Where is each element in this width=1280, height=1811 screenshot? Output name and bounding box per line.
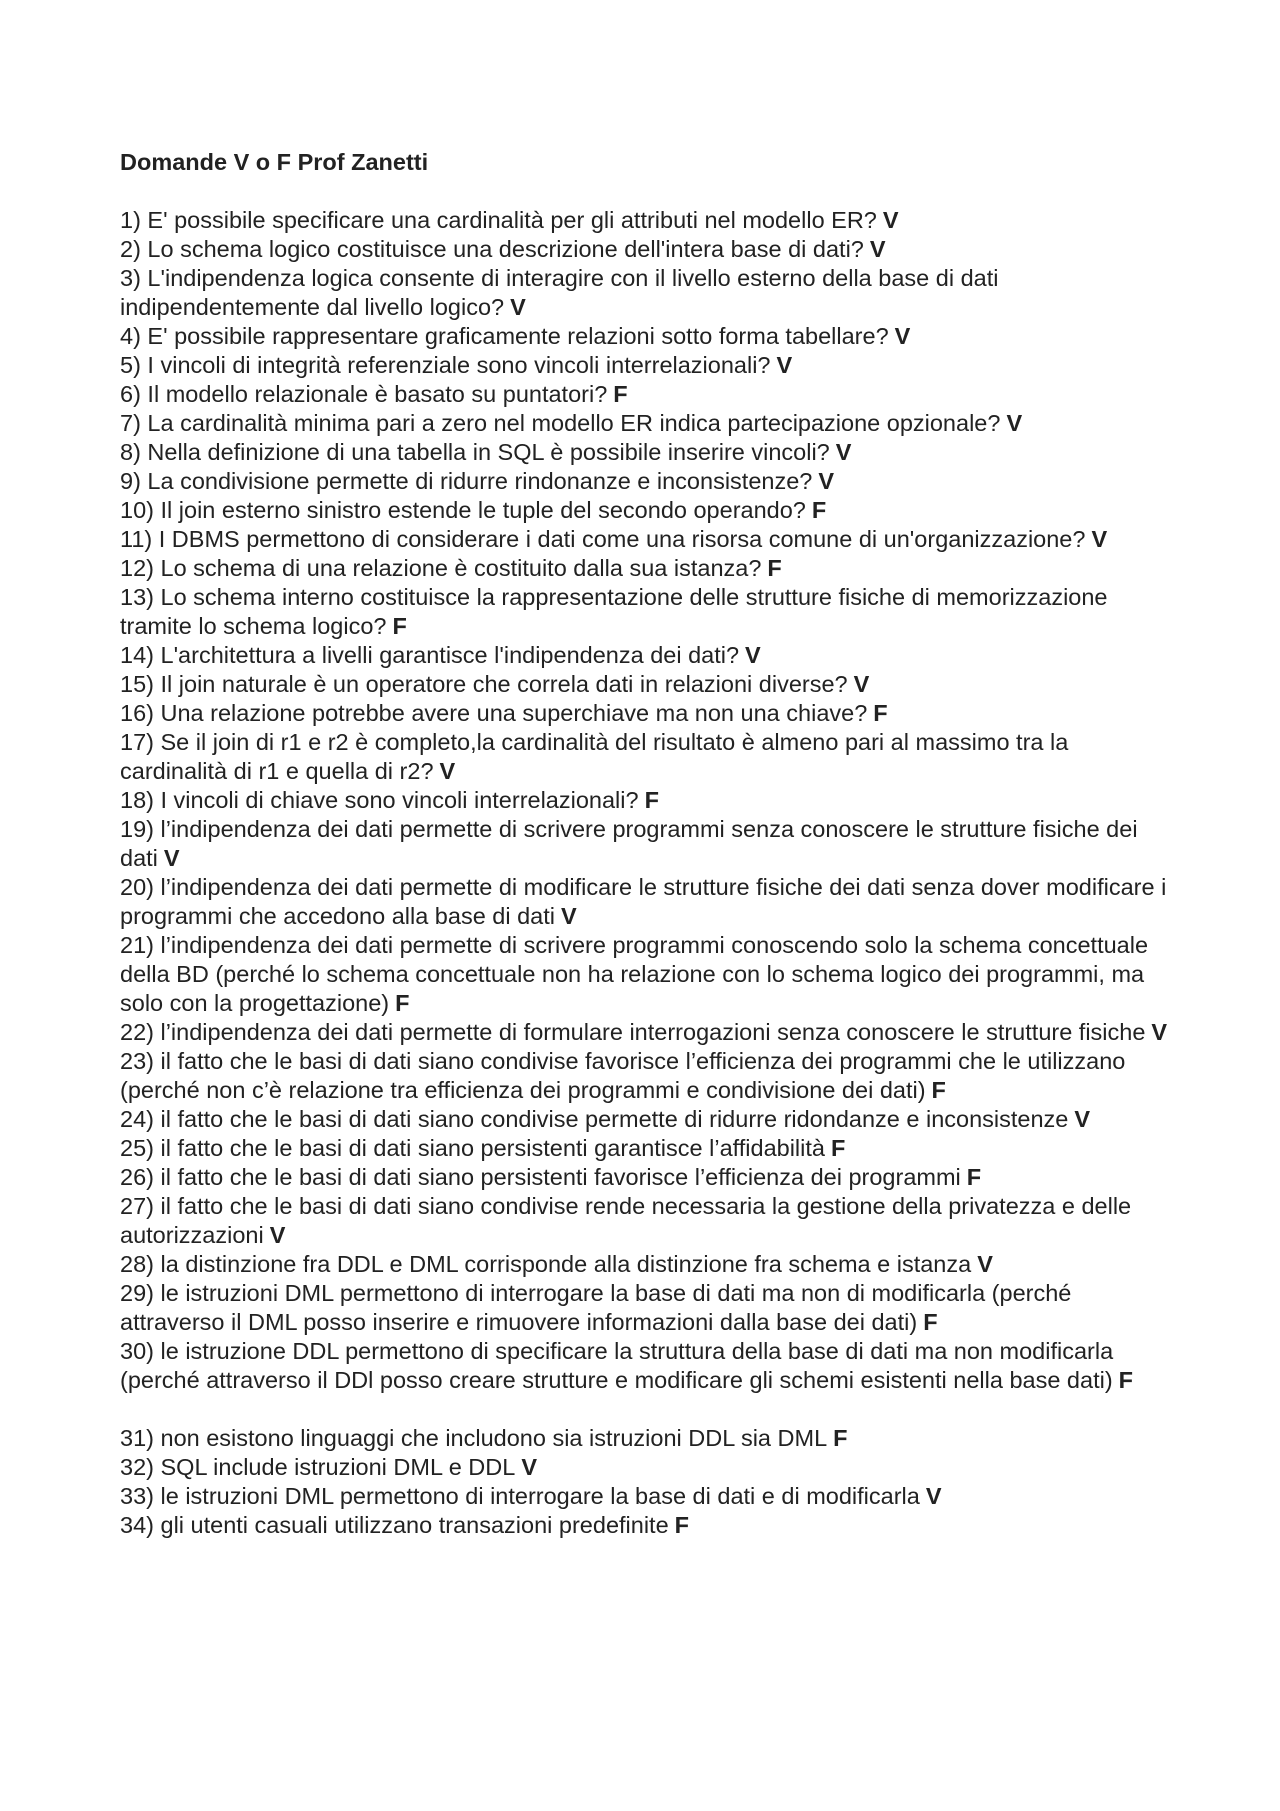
question-answer: V [977, 1251, 993, 1277]
question-item [120, 554, 1180, 583]
question-text: 13) Lo schema interno costituisce la rappresentazione delle strutture fisiche di memorizzazione tramite lo schema logico? [120, 584, 1108, 639]
question-item [120, 931, 1180, 1018]
question-item [120, 206, 1180, 235]
question-answer: F [830, 1135, 846, 1161]
question-text: 25) il fatto che le basi di dati siano persistenti garantisce l’affidabilità [120, 1135, 825, 1161]
question-item [120, 496, 1180, 525]
question-item [120, 641, 1180, 670]
question-text: 5) I vincoli di integrità referenziale sono vincoli interrelazionali? [120, 352, 771, 378]
question-item [120, 380, 1180, 409]
question-text: 23) il fatto che le basi di dati siano condivise favorisce l’efficienza dei programmi che le utilizzano (perché non c’è relazione tra efficienza dei programmi e condivisione dei dati) [120, 1048, 1126, 1103]
question-item [120, 1453, 1180, 1482]
question-answer: V [1074, 1106, 1091, 1132]
question-text: 29) le istruzioni DML permettono di interrogare la base di dati ma non di modificarla (perché attraverso il DML posso inserire e rimuovere informazioni dalla base dei dati) [120, 1280, 1072, 1335]
question-text: 24) il fatto che le basi di dati siano condivise permette di ridurre ridondanze e inconsistenze [120, 1106, 1069, 1132]
question-answer: V [521, 1454, 537, 1480]
question-text: 9) La condivisione permette di ridurre rindonanze e inconsistenze? [120, 468, 813, 494]
question-answer: F [1118, 1367, 1134, 1393]
question-item [120, 525, 1180, 554]
question-text: 19) l’indipendenza dei dati permette di scrivere programmi senza conoscere le strutture fisiche dei dati [120, 816, 1138, 871]
question-item [120, 786, 1180, 815]
question-text: 31) non esistono linguaggi che includono sia istruzioni DDL sia DML [120, 1425, 828, 1451]
question-answer: F [811, 497, 827, 523]
question-list [120, 206, 1180, 1540]
question-text: 2) Lo schema logico costituisce una descrizione dell'intera base di dati? [120, 236, 864, 262]
question-answer: F [613, 381, 628, 407]
question-text: 14) L'architettura a livelli garantisce l'indipendenza dei dati? [120, 642, 740, 668]
question-answer: V [1091, 526, 1108, 552]
question-text: 21) l’indipendenza dei dati permette di scrivere programmi conoscendo solo la schema concettuale della BD (perché lo schema concettuale non ha relazione con lo schema logico dei programmi, ma solo con la progettazione) [120, 932, 1149, 1016]
question-text: 16) Una relazione potrebbe avere una superchiave ma non una chiave? [120, 700, 868, 726]
document-title: Domande V o F Prof Zanetti [120, 149, 429, 175]
question-answer: V [835, 439, 852, 465]
question-text: 10) Il join esterno sinistro estende le tuple del secondo operando? [120, 497, 806, 523]
question-item [120, 1047, 1180, 1105]
question-item [120, 1482, 1180, 1511]
question-text: 32) SQL include istruzioni DML e DDL [120, 1454, 516, 1480]
question-item [120, 699, 1180, 728]
question-text: 27) il fatto che le basi di dati siano condivise rende necessaria la gestione della privatezza e delle autorizzazioni [120, 1193, 1132, 1248]
question-text: 30) le istruzione DDL permettono di specificare la struttura della base di dati ma non modificarla (perché attraverso il DDl posso creare strutture e modificare gli schemi esistenti nella base dati) [120, 1338, 1114, 1393]
question-answer: F [931, 1077, 946, 1103]
question-answer: V [925, 1483, 942, 1509]
question-item [120, 1134, 1180, 1163]
question-text: 18) I vincoli di chiave sono vincoli interrelazionali? [120, 787, 639, 813]
question-item [120, 322, 1180, 351]
question-item [120, 1018, 1180, 1047]
question-text: 11) I DBMS permettono di considerare i dati come una risorsa comune di un'organizzazione? [120, 526, 1086, 552]
question-item [120, 467, 1180, 496]
question-text: 1) E' possibile specificare una cardinalità per gli attributi nel modello ER? [120, 207, 877, 233]
question-item [120, 1424, 1180, 1453]
question-text: 4) E' possibile rappresentare graficamente relazioni sotto forma tabellare? [120, 323, 889, 349]
question-answer: V [510, 294, 526, 320]
question-answer: V [269, 1222, 286, 1248]
question-answer: F [923, 1309, 938, 1335]
question-item [120, 1511, 1180, 1540]
question-text: 6) Il modello relazionale è basato su puntatori? [120, 381, 608, 407]
document-body [120, 148, 1180, 1540]
question-answer: F [767, 555, 782, 581]
question-answer: V [894, 323, 911, 349]
question-answer: V [853, 671, 870, 697]
question-item [120, 583, 1180, 641]
question-text: 8) Nella definizione di una tabella in SQL è possibile inserire vincoli? [120, 439, 830, 465]
question-answer: V [1151, 1019, 1168, 1045]
paragraph-gap [120, 1395, 1180, 1424]
question-answer: V [818, 468, 835, 494]
question-answer: V [776, 352, 793, 378]
question-text: 34) gli utenti casuali utilizzano transazioni predefinite [120, 1512, 669, 1538]
question-answer: F [873, 700, 888, 726]
question-text: 20) l’indipendenza dei dati permette di modificare le strutture fisiche dei dati senza dover modificare i programmi che accedono alla base di dati [120, 874, 1167, 929]
question-item [120, 1250, 1180, 1279]
question-text: 22) l’indipendenza dei dati permette di formulare interrogazioni senza conoscere le strutture fisiche [120, 1019, 1146, 1045]
question-answer: V [439, 758, 456, 784]
question-item [120, 728, 1180, 786]
question-answer: V [869, 236, 886, 262]
question-text: 3) L'indipendenza logica consente di interagire con il livello esterno della base di dati indipendentemente dal livello logico? [120, 265, 999, 320]
question-item [120, 1279, 1180, 1337]
question-answer: F [395, 990, 410, 1016]
question-text: 28) la distinzione fra DDL e DML corrisponde alla distinzione fra schema e istanza [120, 1251, 972, 1277]
question-text: 7) La cardinalità minima pari a zero nel modello ER indica partecipazione opzionale? [120, 410, 1001, 436]
question-text: 15) Il join naturale è un operatore che correla dati in relazioni diverse? [120, 671, 848, 697]
question-item [120, 815, 1180, 873]
question-answer: F [392, 613, 407, 639]
question-item [120, 438, 1180, 467]
question-item [120, 264, 1180, 322]
question-answer: V [882, 207, 899, 233]
question-item [120, 873, 1180, 931]
question-answer: F [833, 1425, 848, 1451]
question-answer: F [674, 1512, 690, 1538]
question-answer: V [745, 642, 761, 668]
question-answer: F [966, 1164, 982, 1190]
question-answer: V [1006, 410, 1023, 436]
question-item [120, 1163, 1180, 1192]
question-item [120, 1337, 1180, 1395]
question-answer: V [163, 845, 180, 871]
question-text: 12) Lo schema di una relazione è costituito dalla sua istanza? [120, 555, 762, 581]
question-item [120, 235, 1180, 264]
question-item [120, 1192, 1180, 1250]
question-text: 26) il fatto che le basi di dati siano persistenti favorisce l’efficienza dei programmi [120, 1164, 961, 1190]
question-item [120, 409, 1180, 438]
question-item [120, 670, 1180, 699]
question-item [120, 351, 1180, 380]
question-text: 33) le istruzioni DML permettono di interrogare la base di dati e di modificarla [120, 1483, 920, 1509]
question-item [120, 1105, 1180, 1134]
question-answer: F [644, 787, 659, 813]
question-answer: V [561, 903, 577, 929]
question-text: 17) Se il join di r1 e r2 è completo,la cardinalità del risultato è almeno pari al massimo tra la cardinalità di r1 e quella di r2? [120, 729, 1069, 784]
